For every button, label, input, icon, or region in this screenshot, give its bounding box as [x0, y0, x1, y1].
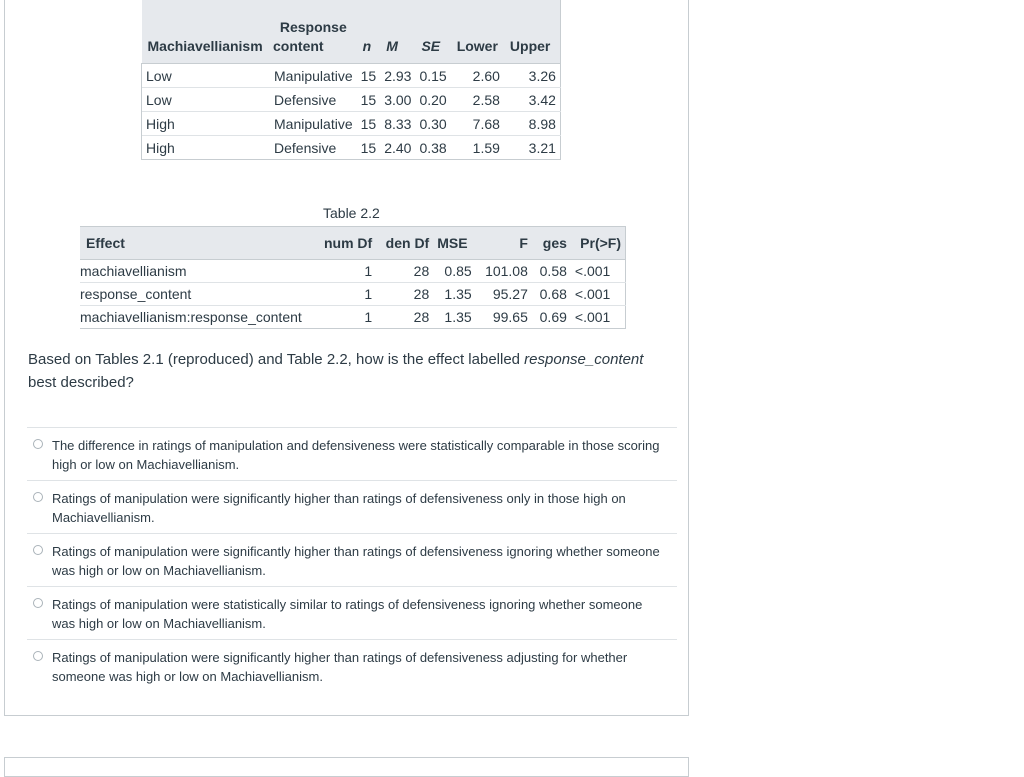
- cell-se: 0.20: [415, 88, 450, 112]
- cell-p: <.001: [571, 260, 626, 283]
- answer-option-2[interactable]: [27, 480, 677, 533]
- cell-upper: 8.98: [504, 112, 561, 136]
- cell-content: Manipulative: [270, 112, 357, 136]
- header-machiavellianism: Machiavellianism: [147, 38, 263, 54]
- cell-lower: 2.58: [451, 88, 504, 112]
- table-row: [142, 112, 561, 136]
- cell-content: Defensive: [270, 136, 357, 160]
- header-upper: Upper: [509, 38, 551, 54]
- cell-num-df: 1: [314, 283, 376, 306]
- header-ges: ges: [542, 235, 567, 251]
- question-text-after: best described?: [28, 374, 134, 391]
- cell-effect: machiavellianism:response_content: [80, 306, 314, 329]
- cell-f: 99.65: [476, 306, 532, 329]
- cell-se: 0.15: [415, 64, 450, 88]
- cell-mach: High: [142, 136, 271, 160]
- cell-num-df: 1: [314, 260, 376, 283]
- cell-m: 2.40: [380, 136, 415, 160]
- cell-n: 15: [357, 136, 381, 160]
- header-response-line2: content: [273, 38, 324, 54]
- table-row: [80, 283, 626, 306]
- cell-p: <.001: [571, 283, 626, 306]
- answer-label[interactable]: Ratings of manipulation were significantly higher than ratings of defensiveness only in those high on Machiavellianism.: [52, 491, 626, 525]
- answer-label[interactable]: Ratings of manipulation were significantly higher than ratings of defensiveness ignoring whether someone was high or low on Machiavellianism.: [52, 544, 660, 578]
- table-row: [142, 136, 561, 160]
- cell-mse: 0.85: [433, 260, 475, 283]
- header-se: SE: [421, 38, 441, 54]
- cell-n: 15: [357, 88, 381, 112]
- cell-den-df: 28: [376, 283, 433, 306]
- header-num-df: num Df: [323, 235, 373, 251]
- table-row: [80, 306, 626, 329]
- header-effect: Effect: [86, 235, 125, 251]
- cell-m: 2.93: [380, 64, 415, 88]
- cell-mach: Low: [142, 64, 271, 88]
- radio-button[interactable]: [33, 598, 43, 608]
- cell-mach: Low: [142, 88, 271, 112]
- question-term: response_content: [524, 351, 644, 368]
- cell-upper: 3.26: [504, 64, 561, 88]
- cell-ges: 0.68: [532, 283, 571, 306]
- cell-lower: 1.59: [451, 136, 504, 160]
- cell-den-df: 28: [376, 306, 433, 329]
- radio-button[interactable]: [33, 545, 43, 555]
- cell-f: 101.08: [476, 260, 532, 283]
- table-2-2: [80, 226, 626, 329]
- cell-effect: machiavellianism: [80, 260, 314, 283]
- header-response-line1: Response: [279, 19, 347, 35]
- cell-effect: response_content: [80, 283, 314, 306]
- header-p: Pr(>F): [580, 235, 621, 251]
- cell-den-df: 28: [376, 260, 433, 283]
- table-header-row: [142, 0, 561, 64]
- cell-content: Defensive: [270, 88, 357, 112]
- cell-mse: 1.35: [433, 283, 475, 306]
- header-mse: MSE: [437, 235, 468, 251]
- table-row: [142, 64, 561, 88]
- table-2-2-caption: Table 2.2: [323, 205, 380, 221]
- cell-m: 8.33: [380, 112, 415, 136]
- cell-content: Manipulative: [270, 64, 357, 88]
- cell-p: <.001: [571, 306, 626, 329]
- cell-mach: High: [142, 112, 271, 136]
- radio-button[interactable]: [33, 651, 43, 661]
- cell-ges: 0.58: [532, 260, 571, 283]
- cell-num-df: 1: [314, 306, 376, 329]
- cell-se: 0.30: [415, 112, 450, 136]
- table-row: [80, 260, 626, 283]
- table-2-1: [141, 0, 561, 160]
- answer-option-5[interactable]: [27, 639, 677, 693]
- answer-label[interactable]: The difference in ratings of manipulation and defensiveness were statistically comparable in those scoring high or low on Machiavellianism.: [52, 438, 660, 472]
- question-text-before: Based on Tables 2.1 (reproduced) and Table 2.2, how is the effect labelled: [28, 351, 525, 368]
- header-den-df: den Df: [385, 235, 430, 251]
- header-lower: Lower: [456, 38, 498, 54]
- cell-ges: 0.69: [532, 306, 571, 329]
- answer-option-1[interactable]: [27, 427, 677, 480]
- answer-option-4[interactable]: [27, 586, 677, 639]
- answer-list: [27, 427, 677, 693]
- table-row: [142, 88, 561, 112]
- table-header-row: [80, 227, 626, 260]
- cell-lower: 2.60: [451, 64, 504, 88]
- header-m: M: [386, 38, 398, 54]
- answer-label[interactable]: Ratings of manipulation were significantly higher than ratings of defensiveness adjusting for whether someone was high or low on Machiavellianism.: [52, 650, 628, 684]
- cell-lower: 7.68: [451, 112, 504, 136]
- header-response-content: [270, 0, 357, 64]
- question-text: [28, 348, 668, 394]
- cell-upper: 3.42: [504, 88, 561, 112]
- header-n: n: [362, 38, 372, 54]
- answer-option-3[interactable]: [27, 533, 677, 586]
- answer-label[interactable]: Ratings of manipulation were statistically similar to ratings of defensiveness ignoring whether someone was high or low on Machiavellianism.: [52, 597, 643, 631]
- cell-n: 15: [357, 64, 381, 88]
- cell-upper: 3.21: [504, 136, 561, 160]
- cell-m: 3.00: [380, 88, 415, 112]
- cell-se: 0.38: [415, 136, 450, 160]
- radio-button[interactable]: [33, 439, 43, 449]
- header-f: F: [519, 235, 528, 251]
- cell-mse: 1.35: [433, 306, 475, 329]
- cell-n: 15: [357, 112, 381, 136]
- radio-button[interactable]: [33, 492, 43, 502]
- cell-f: 95.27: [476, 283, 532, 306]
- next-question-container: [4, 757, 689, 777]
- question-container: [4, 0, 689, 716]
